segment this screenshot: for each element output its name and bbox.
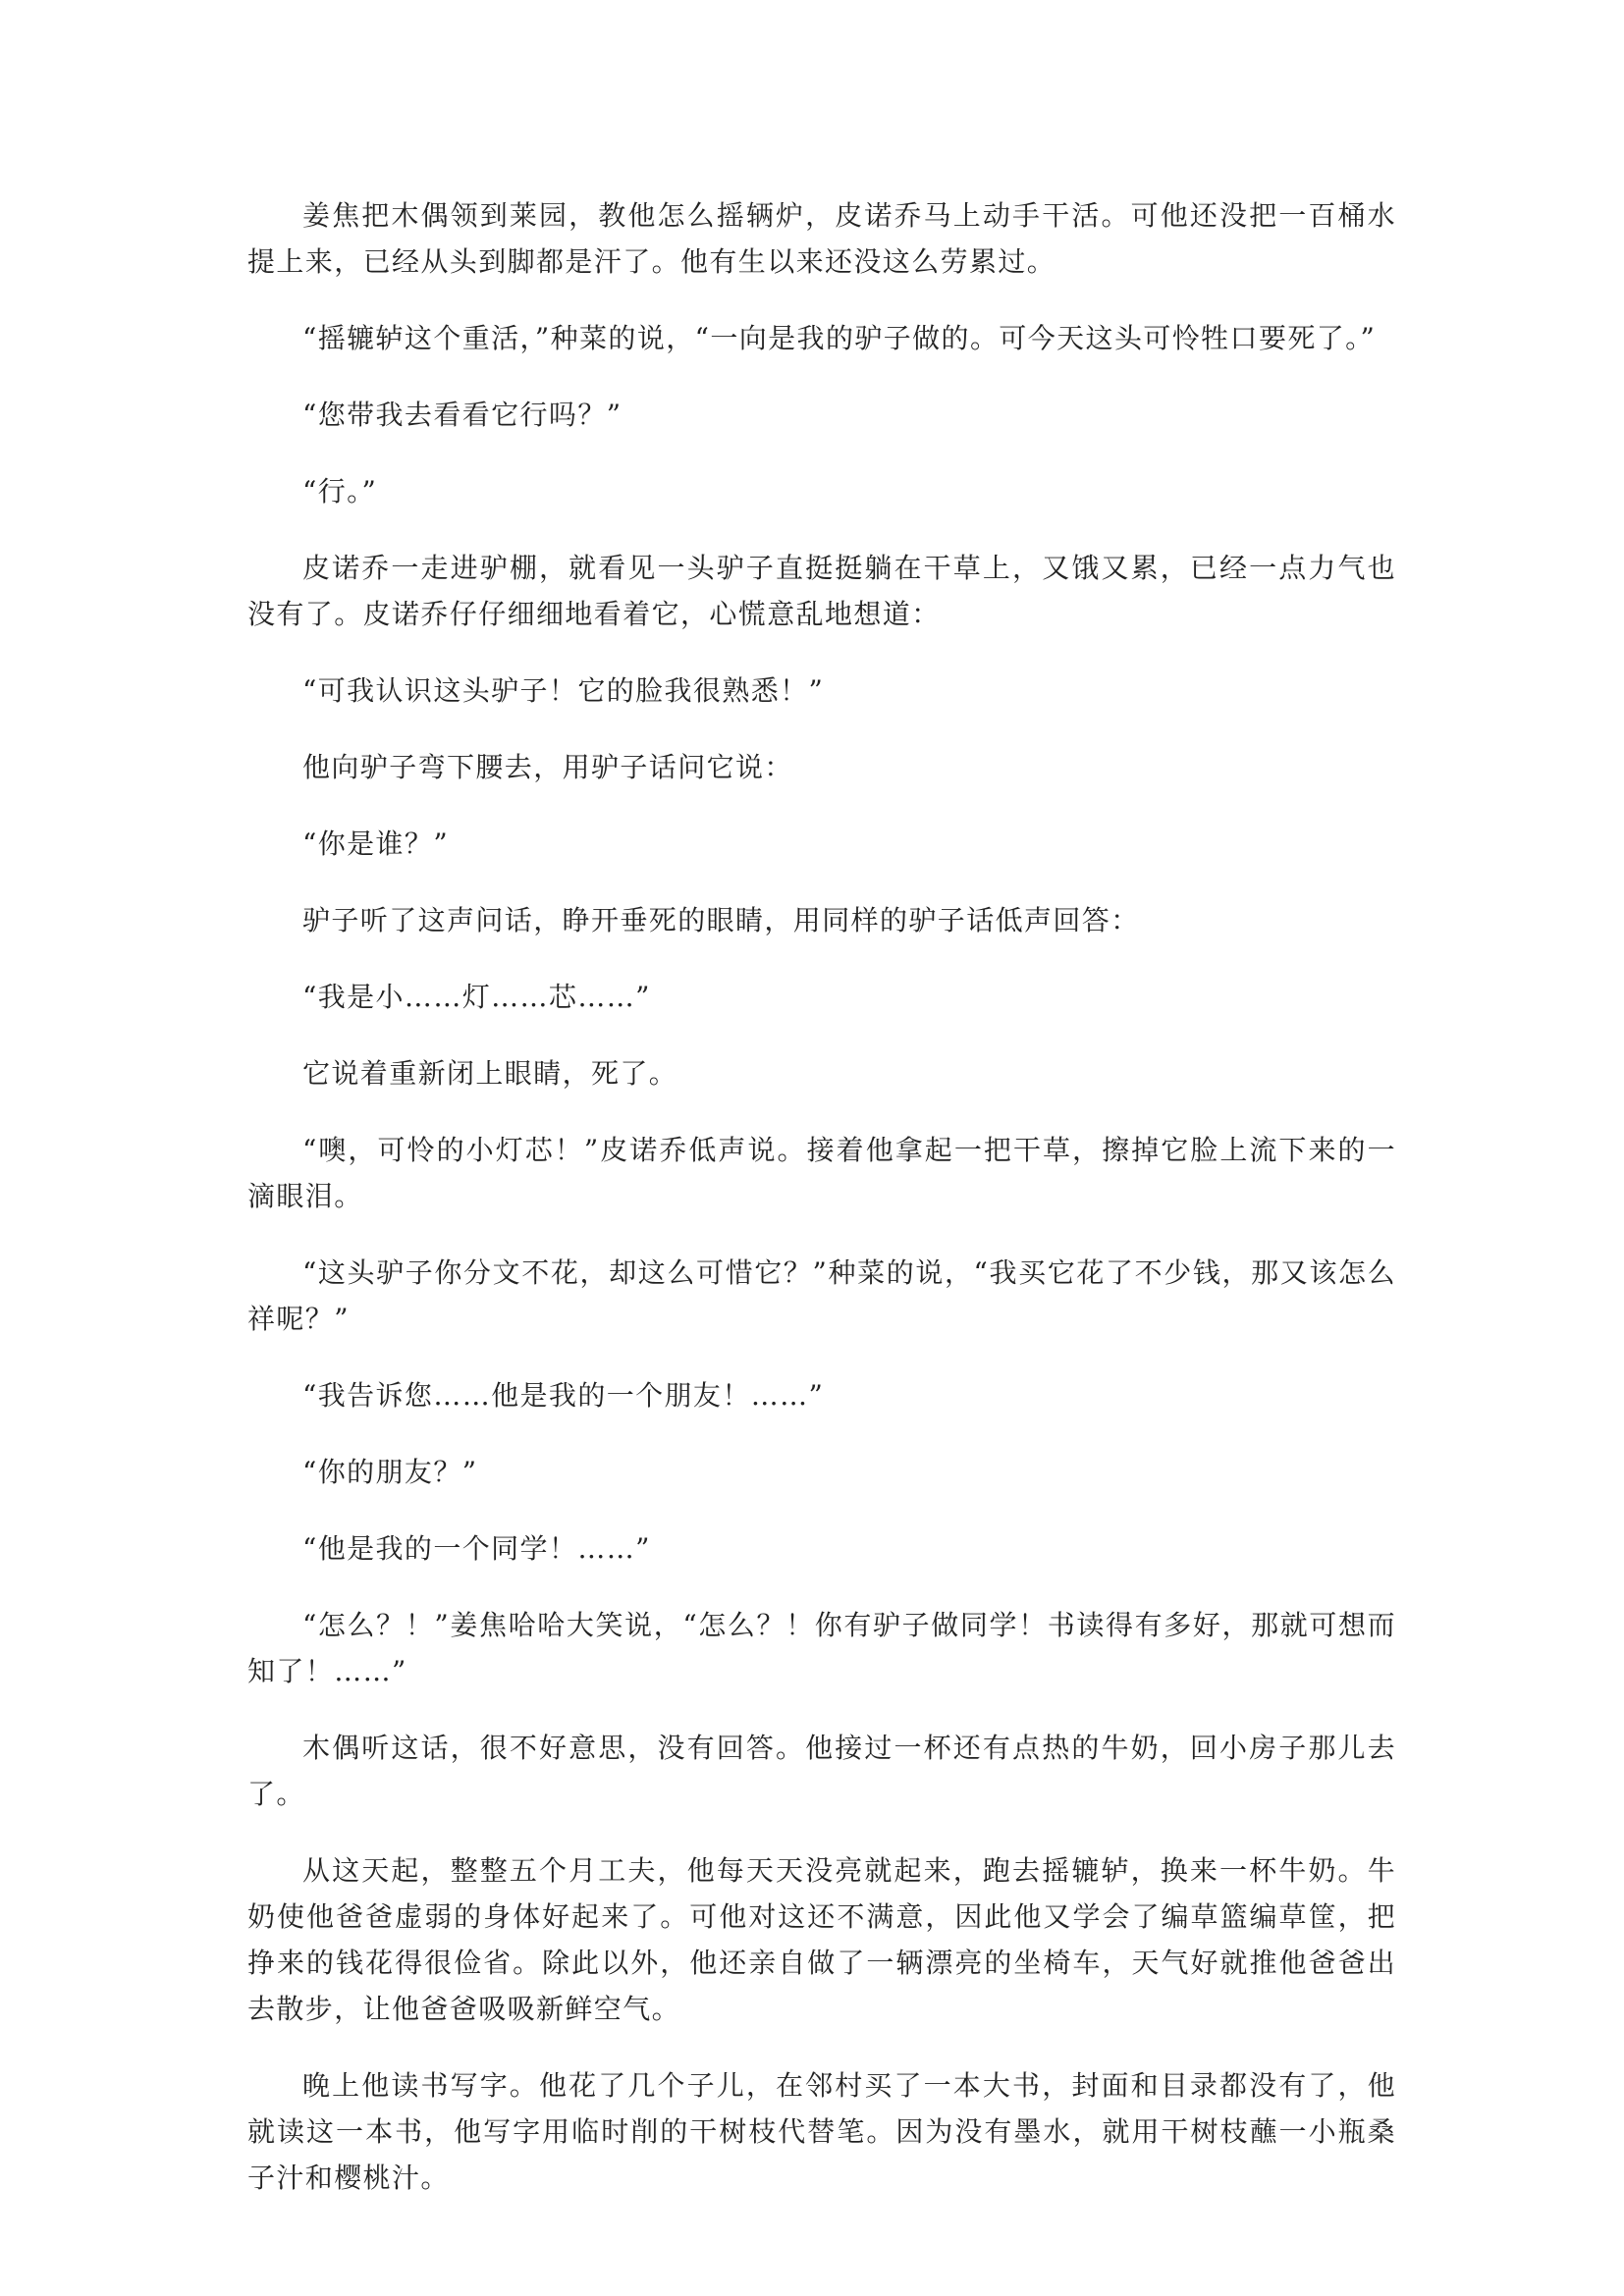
paragraph: “我是小……灯……芯……” — [302, 981, 651, 1013]
paragraph: “行。” — [302, 475, 378, 507]
paragraph: 晚上他读书写字。他花了几个子儿，在邻村买了一本大书，封面和目录都没有了，他就读这一本书，他写字用临时削的干树枝代替笔。因为没有墨水，就用干树枝蘸一小瓶桑子汁和樱桃汁。 — [247, 2069, 1396, 2194]
paragraph: “摇辘轳这个重活，”种菜的说，“一向是我的驴子做的。可今天这头可怜牲口要死了。” — [302, 322, 1377, 354]
paragraph: 他向驴子弯下腰去，用驴子话问它说： — [302, 751, 793, 783]
paragraph: 驴子听了这声问话，睁开垂死的眼睛，用同样的驴子话低声回答： — [302, 904, 1140, 936]
paragraph: “怎么？！”姜焦哈哈大笑说，“怎么？！你有驴子做同学！书读得有多好，那就可想而知了！……” — [247, 1609, 1396, 1687]
paragraph: “他是我的一个同学！……” — [302, 1532, 651, 1565]
paragraph: 皮诺乔一走进驴棚，就看见一头驴子直挺挺躺在干草上，又饿又累，已经一点力气也没有了。皮诺乔仔仔细细地看着它，心慌意乱地想道： — [247, 552, 1396, 630]
paragraph: “你的朋友？” — [302, 1456, 478, 1488]
document-body — [247, 192, 1396, 2231]
paragraph: 木偶听这话，很不好意思，没有回答。他接过一杯还有点热的牛奶，回小房子那儿去了。 — [247, 1732, 1396, 1810]
paragraph: 姜焦把木偶领到莱园，教他怎么摇辆炉，皮诺乔马上动手干活。可他还没把一百桶水提上来，已经从头到脚都是汗了。他有生以来还没这么劳累过。 — [247, 199, 1396, 278]
paragraph: “我告诉您……他是我的一个朋友！……” — [302, 1379, 825, 1412]
paragraph: “这头驴子你分文不花，却这么可惜它？”种菜的说，“我买它花了不少钱，那又该怎么祥呢？” — [247, 1256, 1396, 1335]
paragraph: “噢，可怜的小灯芯！”皮诺乔低声说。接着他拿起一把干草，擦掉它脸上流下来的一滴眼泪。 — [247, 1134, 1396, 1212]
paragraph: “你是谁？” — [302, 828, 450, 860]
paragraph: “您带我去看看它行吗？” — [302, 399, 623, 431]
paragraph: “可我认识这头驴子！它的脸我很熟悉！” — [302, 674, 825, 707]
paragraph: 它说着重新闭上眼睛，死了。 — [302, 1057, 678, 1090]
paragraph: 从这天起，整整五个月工夫，他每天天没亮就起来，跑去摇辘轳，换来一杯牛奶。牛奶使他爸爸虚弱的身体好起来了。可他对这还不满意，因此他又学会了编草篮编草筐，把挣来的钱花得很俭省。除此以外，他还亲自做了一辆漂亮的坐椅车，天气好就推他爸爸出去散步，让他爸爸吸吸新鲜空气。 — [247, 1854, 1396, 2025]
